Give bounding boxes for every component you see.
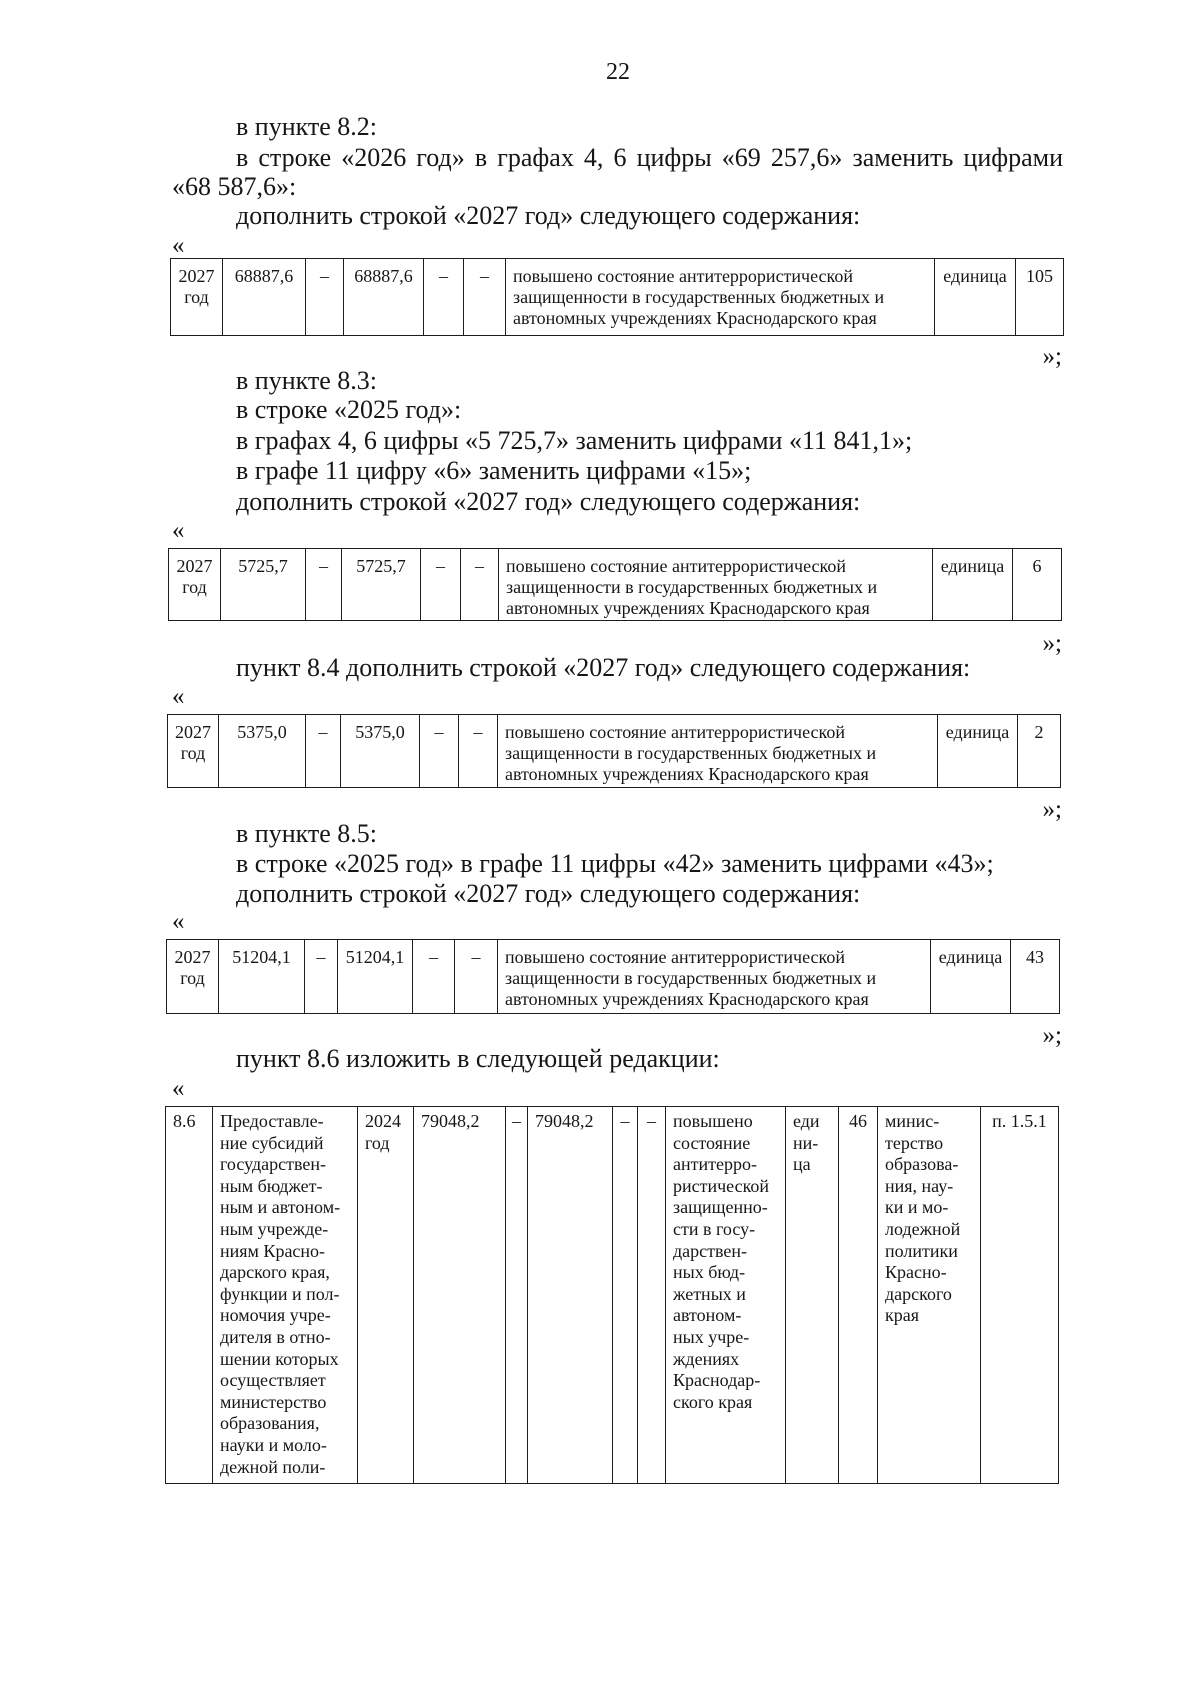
table-row <box>169 549 1062 621</box>
opening-quote: « <box>172 1075 185 1102</box>
table-row <box>166 1107 1059 1484</box>
opening-quote: « <box>172 683 185 710</box>
year-cell: 2027 год <box>167 940 219 1014</box>
section-8-6-row-table <box>165 1106 1059 1484</box>
result-description-cell: повышено состояние антитеррористической защищенности в государственных бюджетных и автономных учреждениях Краснодарского края <box>506 259 935 336</box>
unit-cell: единица <box>931 940 1011 1014</box>
extrabudgetary-cell: – <box>459 715 498 788</box>
section-8-2-add-row-text: дополнить строкой «2027 год» следующего содержания: <box>236 201 861 230</box>
closing-quote: »; <box>1042 1022 1062 1049</box>
page-number: 22 <box>606 59 630 85</box>
section-8-3-cols-4-6-instruction: в графах 4, 6 цифры «5 725,7» заменить цифрами «11 841,1»; <box>236 426 913 455</box>
closing-quote: »; <box>1042 630 1062 657</box>
regional-budget-cell: 5725,7 <box>342 549 421 621</box>
total-funding-cell: 5375,0 <box>219 715 306 788</box>
closing-quote: »; <box>1042 343 1062 370</box>
federal-budget-cell: – <box>305 940 338 1014</box>
local-budget-cell: – <box>420 715 459 788</box>
extrabudgetary-cell: – <box>464 259 506 336</box>
closing-quote: »; <box>1042 796 1062 823</box>
result-value-cell: 2 <box>1018 715 1061 788</box>
section-8-2-instruction: в строке «2026 год» в графах 4, 6 цифры «69 257,6» заменить цифрами «68 587,6»: <box>172 143 1063 201</box>
unit-cell: единица <box>938 715 1018 788</box>
section-8-5-heading: в пункте 8.5: <box>236 819 378 848</box>
local-budget-cell: – <box>613 1107 638 1484</box>
responsible-executor-cell: минис- терство образова- ния, нау- ки и мо- лодежной политики Красно- дарского края <box>878 1107 981 1484</box>
unit-cell: единица <box>935 259 1016 336</box>
table-row <box>167 940 1060 1014</box>
federal-budget-cell: – <box>306 549 342 621</box>
opening-quote: « <box>172 232 185 259</box>
local-budget-cell: – <box>413 940 455 1014</box>
federal-budget-cell: – <box>506 1107 528 1484</box>
table-row <box>171 259 1064 336</box>
opening-quote: « <box>172 517 185 544</box>
table-row <box>168 715 1061 788</box>
section-8-3-add-row-text: дополнить строкой «2027 год» следующего содержания: <box>236 487 861 516</box>
result-description-cell: повышено состояние антитеррористической защищенности в государственных бюджетных и автономных учреждениях Краснодарского края <box>498 715 938 788</box>
measure-name-cell: Предоставле- ние субсидий государствен- ным бюджет- ным и автоном- ным учрежде- ниям Красно- дарского края, функции и пол- номочия учре- дителя в отно- шении которых осуществляет министерство образования, науки и моло- дежной поли- <box>213 1107 358 1484</box>
result-value-cell: 105 <box>1016 259 1064 336</box>
section-8-4-new-row-table <box>167 714 1061 788</box>
year-cell: 2027 год <box>171 259 223 336</box>
section-8-3-heading: в пункте 8.3: <box>236 366 378 395</box>
unit-cell: еди ни- ца <box>786 1107 839 1484</box>
extrabudgetary-cell: – <box>455 940 498 1014</box>
section-8-3-col-11-instruction: в графе 11 цифру «6» заменить цифрами «15»; <box>236 456 752 485</box>
total-funding-cell: 79048,2 <box>414 1107 506 1484</box>
year-cell: 2024 год <box>358 1107 414 1484</box>
local-budget-cell: – <box>421 549 461 621</box>
regional-budget-cell: 79048,2 <box>528 1107 613 1484</box>
year-cell: 2027 год <box>169 549 221 621</box>
local-budget-cell: – <box>424 259 464 336</box>
total-funding-cell: 51204,1 <box>219 940 305 1014</box>
program-reference-cell: п. 1.5.1 <box>981 1107 1059 1484</box>
total-funding-cell: 5725,7 <box>221 549 306 621</box>
regional-budget-cell: 5375,0 <box>341 715 420 788</box>
section-8-5-instruction: в строке «2025 год» в графе 11 цифры «42» заменить цифрами «43»; <box>236 849 994 878</box>
item-number-cell: 8.6 <box>166 1107 213 1484</box>
opening-quote: « <box>172 908 185 935</box>
result-value-cell: 46 <box>839 1107 878 1484</box>
regional-budget-cell: 51204,1 <box>338 940 413 1014</box>
section-8-3-row-ref: в строке «2025 год»: <box>236 395 462 424</box>
result-value-cell: 6 <box>1013 549 1062 621</box>
result-description-cell: повышено состояние антитеррористической защищенности в государственных бюджетных и автономных учреждениях Краснодарского края <box>499 549 933 621</box>
section-8-5-new-row-table <box>166 939 1060 1014</box>
year-cell: 2027 год <box>168 715 219 788</box>
extrabudgetary-cell: – <box>461 549 499 621</box>
section-8-2-heading: в пункте 8.2: <box>236 112 378 141</box>
result-value-cell: 43 <box>1011 940 1060 1014</box>
section-8-2-new-row-table <box>170 258 1064 336</box>
regional-budget-cell: 68887,6 <box>344 259 424 336</box>
result-description-cell: повышено состояние антитеррористической защищенности в государственных бюджетных и автономных учреждениях Краснодарского края <box>498 940 931 1014</box>
section-8-6-instruction: пункт 8.6 изложить в следующей редакции: <box>236 1044 720 1073</box>
section-8-4-instruction: пункт 8.4 дополнить строкой «2027 год» следующего содержания: <box>236 653 971 682</box>
total-funding-cell: 68887,6 <box>223 259 306 336</box>
extrabudgetary-cell: – <box>638 1107 666 1484</box>
federal-budget-cell: – <box>306 715 341 788</box>
section-8-3-new-row-table <box>168 548 1062 621</box>
section-8-5-add-row-text: дополнить строкой «2027 год» следующего содержания: <box>236 879 861 908</box>
result-description-cell: повышено состояние антитерро- ристической защищенно- сти в госу- дарствен- ных бюд- жетных и автоном- ных учре- ждениях Краснодар- ского края <box>666 1107 786 1484</box>
federal-budget-cell: – <box>306 259 344 336</box>
unit-cell: единица <box>933 549 1013 621</box>
